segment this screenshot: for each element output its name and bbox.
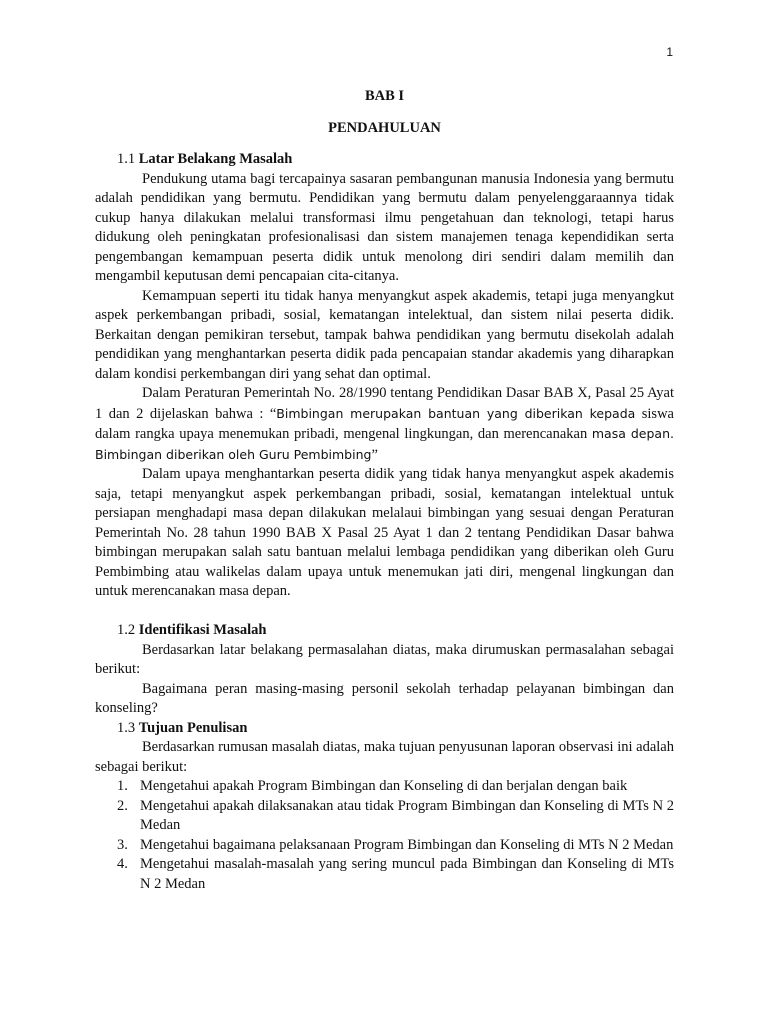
section-title: Latar Belakang Masalah <box>138 151 293 167</box>
paragraph: Bagaimana peran masing-masing personil sekolah terhadap pelayanan bimbingan dan konseling? <box>95 680 674 716</box>
document-body <box>95 87 674 894</box>
list-number: 2. <box>117 797 128 814</box>
quote-close: ” <box>371 446 378 463</box>
section-number: 1.1 <box>117 151 136 167</box>
list-text: Mengetahui apakah Program Bimbingan dan Konseling di dan berjalan dengan baik <box>140 778 628 794</box>
objectives-list <box>95 777 674 894</box>
list-number: 1. <box>117 778 128 794</box>
list-item <box>95 777 674 797</box>
list-text: Mengetahui masalah-masalah yang sering muncul pada Bimbingan dan Konseling di MTs N 2 Medan <box>140 856 674 892</box>
list-number: 4. <box>117 856 128 872</box>
section-title: Identifikasi Masalah <box>138 622 267 638</box>
section-heading-1-1 <box>95 150 674 170</box>
regulation-middle: siswa dalam rangka upaya menemukan pribadi, mengenal lingkungan, dan merencanakan <box>95 405 674 442</box>
section-heading-1-3 <box>95 719 674 739</box>
paragraph: Pendukung utama bagi tercapainya sasaran pembangunan manusia Indonesia yang bermutu adalah pendidikan yang bermutu. Pendidikan yang bermutu dalam penyelenggaraannya tidak cukup hanya dilakukan melalui transformasi ilmu pengetahuan dan teknologi, tetapi harus didukung oleh peningkatan profesionalisasi dan sistem manajemen tenaga kependidikan serta pengembangan kemampuan peserta didik untuk menolong diri sendiri dalam memilih dan mengambil keputusan demi pencapaian cita-citanya. <box>95 170 674 284</box>
quote-text: Bimbingan merupakan bantuan yang diberikan kepada <box>276 405 636 421</box>
section-number: 1.3 <box>117 719 136 736</box>
paragraph: Berdasarkan rumusan masalah diatas, maka tujuan penyusunan laporan observasi ini adalah sebagai berikut: <box>95 739 674 775</box>
chapter-title: PENDAHULUAN <box>328 119 441 136</box>
chapter-label: BAB I <box>364 88 405 104</box>
list-item <box>95 836 674 856</box>
list-item <box>95 797 674 836</box>
section-number: 1.2 <box>117 622 136 638</box>
paragraph: Berdasarkan latar belakang permasalahan diatas, maka dirumuskan permasalahan sebagai berikut: <box>95 641 674 677</box>
regulation-lead: Dalam Peraturan Pemerintah No. 28/1990 tentang Pendidikan Dasar BAB X, Pasal 25 Ayat 1 dan 2 dijelaskan bahwa : “ <box>95 385 674 422</box>
section-heading-1-2 <box>95 621 674 641</box>
list-text: Mengetahui apakah dilaksanakan atau tidak Program Bimbingan dan Konseling di MTs N 2 Medan <box>140 797 674 833</box>
section-title: Tujuan Penulisan <box>138 719 248 736</box>
list-text: Mengetahui bagaimana pelaksanaan Program Bimbingan dan Konseling di MTs N 2 Medan <box>140 836 674 853</box>
list-item <box>95 855 674 894</box>
regulation-paragraph <box>95 384 674 465</box>
quote-text: masa depan. Bimbingan diberikan oleh Guru Pembimbing <box>95 426 674 462</box>
paragraph: Kemampuan seperti itu tidak hanya menyangkut aspek akademis, tetapi juga menyangkut aspek perkembangan pribadi, sosial, kematangan intelektual, dan sistem nilai peserta didik. Berkaitan dengan pemikiran tersebut, tampak bahwa pendidikan yang bermutu disekolah adalah pendidikan yang menghantarkan peserta didik pada pencapaian standar akademis yang diharapkan dalam kondisi perkembangan diri yang sehat dan optimal. <box>95 287 674 382</box>
page-number: 1 <box>666 45 673 59</box>
blank-line <box>95 602 674 622</box>
paragraph: Dalam upaya menghantarkan peserta didik yang tidak hanya menyangkut aspek akademis saja, tetapi menyangkut aspek perkembangan pribadi, sosial, kematangan intelektual untuk persiapan menghadapi masa depan dilakukan melalaui bimbingan yang sesuai dengan Peraturan Pemerintah No. 28 tahun 1990 BAB X Pasal 25 Ayat 1 dan 2 tentang Pendidikan Dasar bahwa bimbingan merupakan salah satu bantuan melalui lembaga pendidikan yang diberikan oleh Guru Pembimbing atau walikelas dalam upaya untuk menemukan jati diri, mengenal lingkungan dan untuk merencanakan masa depan. <box>95 466 674 599</box>
list-number: 3. <box>117 836 128 853</box>
